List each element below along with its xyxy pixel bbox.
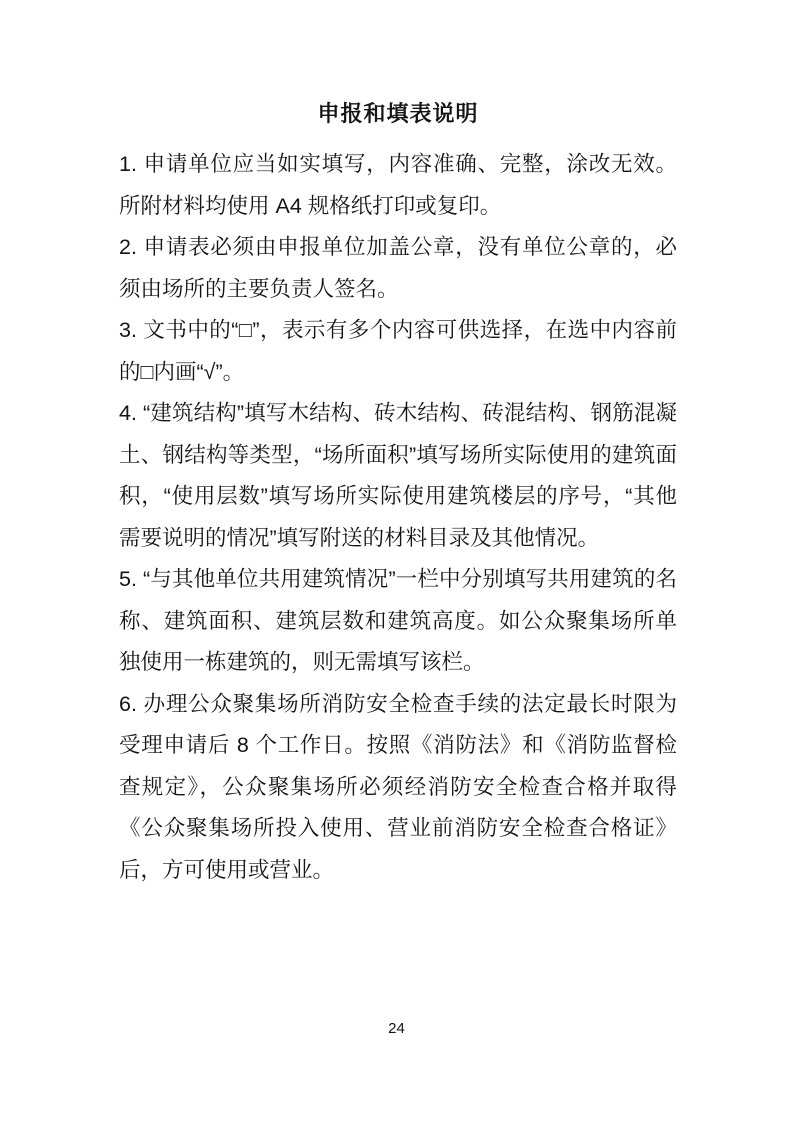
instruction-item-5: 5. “与其他单位共用建筑情况”一栏中分别填写共用建筑的名称、建筑面积、建筑层数和建筑高度。如公众聚集场所单独使用一栋建筑的，则无需填写该栏。 <box>119 567 677 674</box>
instruction-item-6: 6. 办理公众聚集场所消防安全检查手续的法定最长时限为受理申请后 8 个工作日。按照《消防法》和《消防监督检查规定》，公众聚集场所必须经消防安全检查合格并取得《公众聚集场所投入使用、营业前消防安全检查合格证》后，方可使用或营业。 <box>119 691 677 882</box>
instruction-item-4: 4. “建筑结构”填写木结构、砖木结构、砖混结构、钢筋混凝土、钢结构等类型，“场所面积”填写场所实际使用的建筑面积，“使用层数”填写场所实际使用建筑楼层的序号，“其他需要说明的情况”填写附送的材料目录及其他情况。 <box>119 401 677 550</box>
document-title: 申报和填表说明 <box>317 101 479 126</box>
instruction-item-1: 1. 申请单位应当如实填写，内容准确、完整，涂改无效。所附材料均使用 A4 规格纸打印或复印。 <box>119 152 677 218</box>
page-number: 24 <box>388 1020 405 1037</box>
document-page <box>119 100 677 891</box>
instruction-item-2: 2. 申请表必须由申报单位加盖公章，没有单位公章的，必须由场所的主要负责人签名。 <box>119 235 677 301</box>
instruction-item-3: 3. 文书中的“□”，表示有多个内容可供选择，在选中内容前的□内画“√”。 <box>119 318 677 384</box>
